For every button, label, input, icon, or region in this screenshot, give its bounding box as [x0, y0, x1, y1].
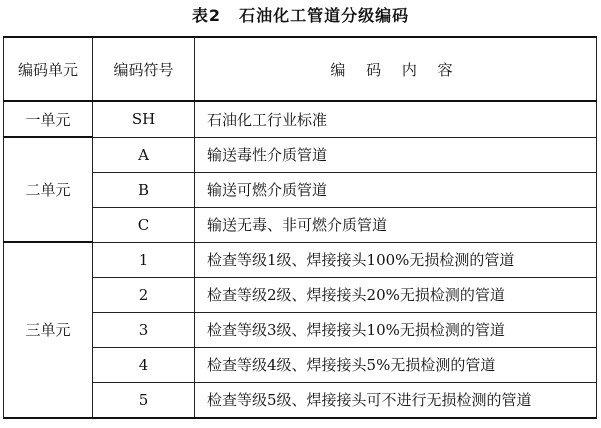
content-cell: 输送毒性介质管道 — [195, 137, 597, 172]
symbol-cell: B — [93, 172, 195, 207]
symbol-cell: 2 — [93, 277, 195, 312]
table-caption — [0, 6, 601, 26]
symbol-cell: 1 — [93, 242, 195, 277]
content-cell: 检查等级5级、焊接接头可不进行无损检测的管道 — [195, 382, 597, 418]
content-cell: 检查等级3级、焊接接头10%无损检测的管道 — [195, 312, 597, 347]
header-row — [4, 37, 597, 101]
table-row — [4, 277, 597, 312]
unit-cell: 三单元 — [4, 242, 93, 418]
symbol-cell: 5 — [93, 382, 195, 418]
table-title: 石油化工管道分级编码 — [239, 6, 410, 25]
content-cell: 输送可燃介质管道 — [195, 172, 597, 207]
table-row — [4, 347, 597, 382]
header-unit: 编码单元 — [4, 37, 93, 101]
unit-cell: 二单元 — [4, 137, 93, 242]
symbol-cell: C — [93, 207, 195, 242]
table-row — [4, 207, 597, 242]
header-content: 编 码 内 容 — [195, 37, 597, 101]
content-cell: 检查等级1级、焊接接头100%无损检测的管道 — [195, 242, 597, 277]
unit-cell: 一单元 — [4, 101, 93, 137]
table-row — [4, 382, 597, 418]
header-symbol: 编码符号 — [93, 37, 195, 101]
content-cell: 输送无毒、非可燃介质管道 — [195, 207, 597, 242]
table-row — [4, 137, 597, 172]
symbol-cell: SH — [93, 101, 195, 137]
content-cell: 检查等级2级、焊接接头20%无损检测的管道 — [195, 277, 597, 312]
table-number: 表2 — [191, 6, 222, 25]
symbol-cell: 4 — [93, 347, 195, 382]
table-row — [4, 312, 597, 347]
symbol-cell: 3 — [93, 312, 195, 347]
table-row — [4, 242, 597, 277]
table-row — [4, 101, 597, 137]
symbol-cell: A — [93, 137, 195, 172]
content-cell: 检查等级4级、焊接接头5%无损检测的管道 — [195, 347, 597, 382]
pipe-grading-table — [3, 36, 597, 419]
content-cell: 石油化工行业标准 — [195, 101, 597, 137]
table-row — [4, 172, 597, 207]
